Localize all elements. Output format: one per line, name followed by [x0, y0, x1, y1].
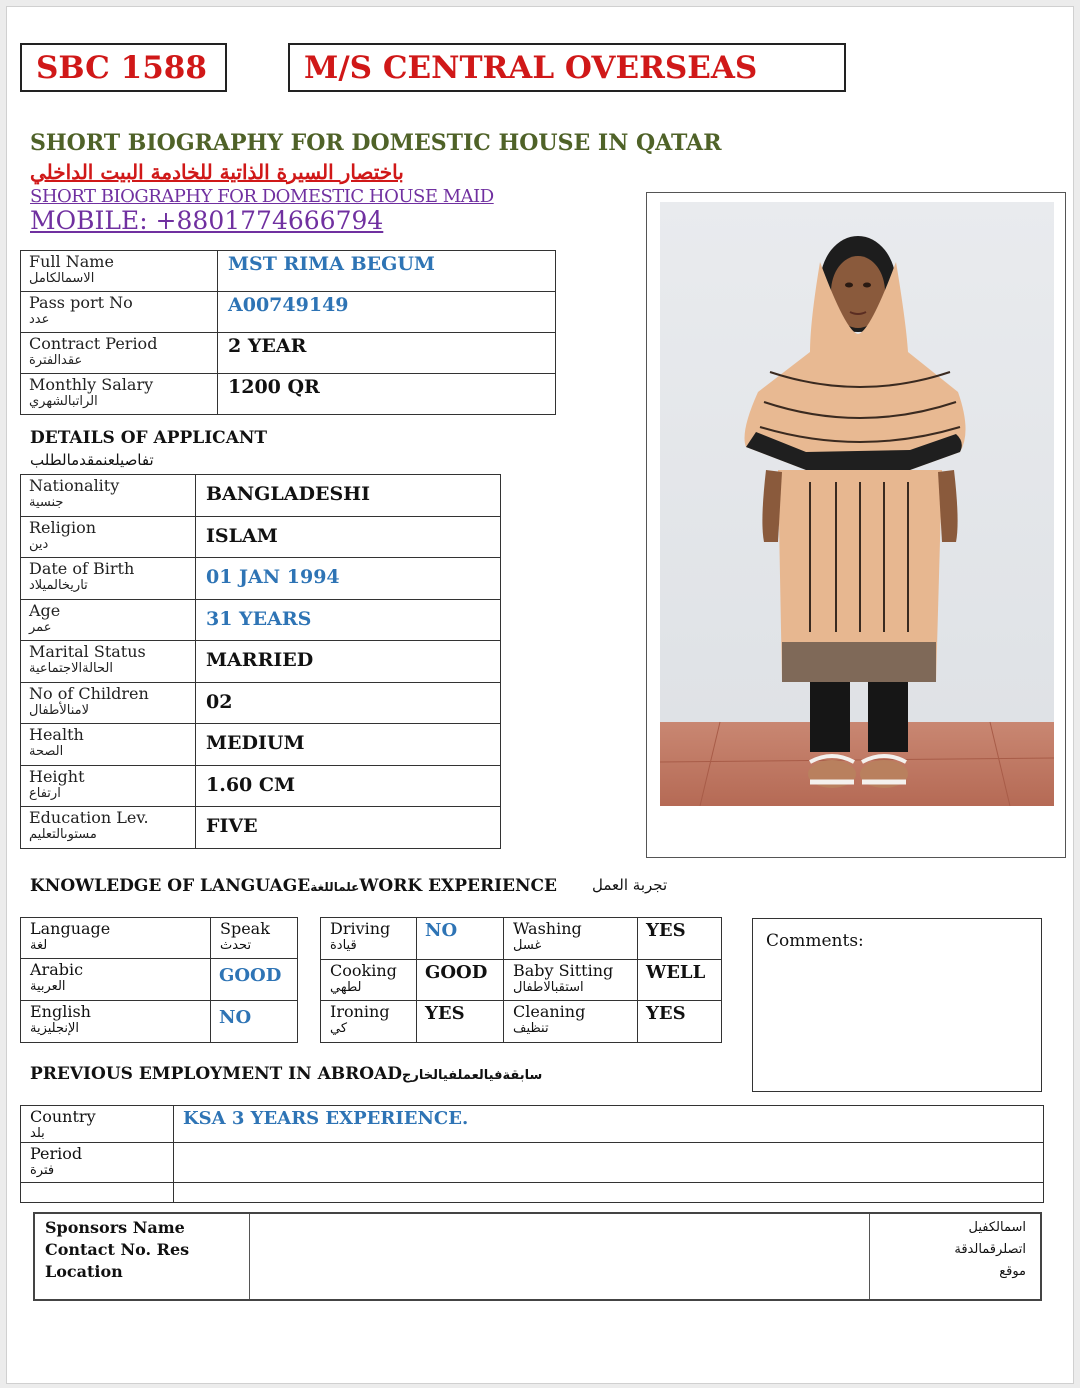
detail-label-ar: الحالةالاجتماعية [29, 661, 113, 676]
detail-label: Height [29, 766, 85, 786]
detail-value: MEDIUM [196, 724, 501, 766]
detail-value: 01 JAN 1994 [196, 558, 501, 600]
skill-name: Cooking [330, 960, 397, 980]
applicant-details-table [20, 474, 501, 849]
skill-name-ar: تنظيف [513, 1021, 549, 1036]
detail-label-cell [21, 807, 196, 849]
info-label: Monthly Salary [29, 375, 154, 394]
language-name-cell [21, 1001, 211, 1043]
previous-employment-heading [30, 1064, 542, 1084]
detail-label: Marital Status [29, 642, 146, 661]
detail-label: Education Lev. [29, 808, 149, 827]
info-label-cell [21, 292, 218, 333]
skill-name: Washing [513, 919, 582, 938]
speak-header-cell [211, 918, 298, 959]
arabic-title: باختصار السيرة الذاتية للخادمة البيت الداخلي [30, 160, 404, 184]
skill-name-ar: كي [330, 1021, 348, 1036]
country-value: KSA 3 YEARS EXPERIENCE. [174, 1106, 1044, 1143]
language-level: GOOD [211, 959, 298, 1001]
detail-label-ar: جنسية [29, 495, 64, 510]
skill-name-ar: لطهي [330, 979, 362, 995]
detail-label: Age [29, 600, 61, 620]
period-label: Period [30, 1144, 83, 1163]
skill-level: YES [417, 1001, 504, 1043]
language-level: NO [211, 1001, 298, 1043]
skill-cell [321, 918, 417, 960]
info-value: 1200 QR [218, 374, 556, 415]
detail-value: ISLAM [196, 516, 501, 558]
skill-name: Baby Sitting [513, 960, 614, 980]
country-label-ar: بلد [30, 1126, 45, 1141]
detail-label: Health [29, 725, 84, 744]
detail-label-ar: دين [29, 536, 49, 552]
sponsor-box [33, 1212, 1042, 1301]
info-label-ar: عقدالفترة [29, 353, 83, 368]
skill-cell [504, 1001, 638, 1043]
language-table [20, 917, 298, 1043]
info-label-cell [21, 333, 218, 374]
info-label-cell [21, 374, 218, 415]
detail-label: Date of Birth [29, 559, 135, 578]
previous-heading-ar: سابقةفيالعملفيالخارج [402, 1068, 543, 1083]
detail-value: MARRIED [196, 641, 501, 683]
detail-label: No of Children [29, 683, 149, 703]
comments-label: Comments: [766, 931, 864, 951]
sponsor-field-label-ar: اتصلرقمالدقة [954, 1242, 1026, 1257]
agency-box [288, 43, 846, 92]
applicant-photo [660, 202, 1054, 806]
agency-name: M/S CENTRAL OVERSEAS [304, 50, 758, 86]
detail-label-cell [21, 765, 196, 807]
detail-label-cell [21, 724, 196, 766]
info-label-cell [21, 251, 218, 292]
empty-cell [21, 1183, 174, 1203]
detail-value: 31 YEARS [196, 599, 501, 641]
country-label: Country [30, 1107, 96, 1126]
language-name-ar: العربية [30, 979, 66, 994]
info-label: Full Name [29, 252, 114, 271]
empty-cell [174, 1183, 1044, 1203]
country-label-cell [21, 1106, 174, 1143]
detail-label-ar: عمر [29, 619, 52, 635]
language-name-cell [21, 959, 211, 1001]
detail-label: Nationality [29, 476, 120, 495]
detail-label-cell [21, 558, 196, 600]
detail-value: FIVE [196, 807, 501, 849]
sponsor-divider-right [869, 1214, 870, 1299]
detail-label-cell [21, 682, 196, 724]
detail-label-ar: الصحة [29, 744, 64, 759]
skill-level: YES [638, 918, 722, 960]
language-header: Language [30, 919, 111, 938]
sbc-code-box [20, 43, 227, 92]
skill-cell [321, 1001, 417, 1043]
details-heading-ar: تفاصيلعنمقدمالطلب [30, 451, 154, 469]
language-header-cell [21, 918, 211, 959]
info-value: 2 YEAR [218, 333, 556, 374]
skill-name: Driving [330, 919, 391, 938]
subtitle: SHORT BIOGRAPHY FOR DOMESTIC HOUSE MAID [30, 186, 494, 207]
detail-label-ar: تاريخالميلاد [29, 578, 88, 593]
skill-name-ar: غسل [513, 938, 542, 953]
detail-label-cell [21, 599, 196, 641]
skill-name: Cleaning [513, 1002, 586, 1021]
period-label-cell [21, 1143, 174, 1183]
personal-info-table [20, 250, 556, 415]
detail-value: BANGLADESHI [196, 475, 501, 517]
skill-level: YES [638, 1001, 722, 1043]
period-label-ar: فترة [30, 1163, 55, 1178]
info-label-ar: الاسمالكامل [29, 271, 95, 286]
work-experience-table [320, 917, 722, 1043]
mobile-number: MOBILE: +8801774666794 [30, 206, 384, 235]
details-heading: DETAILS OF APPLICANT [30, 428, 268, 448]
language-heading [30, 876, 557, 896]
language-name: Arabic [30, 960, 84, 979]
skill-level: WELL [638, 959, 722, 1001]
info-label: Pass port No [29, 293, 133, 312]
sponsor-field-label-ar: اسمالكفيل [968, 1220, 1026, 1235]
detail-label-ar: لامنالأطفال [29, 702, 90, 718]
detail-label-cell [21, 475, 196, 517]
skill-cell [504, 959, 638, 1001]
info-label-ar: الراتبالشهري [29, 394, 98, 409]
skill-level: GOOD [417, 959, 504, 1001]
info-value: MST RIMA BEGUM [218, 251, 556, 292]
info-label-ar: عدد [29, 312, 50, 327]
skill-name: Ironing [330, 1002, 390, 1021]
sponsor-field-label: Location [45, 1262, 123, 1281]
sponsor-divider-left [249, 1214, 250, 1299]
detail-label-ar: ارتفاع [29, 785, 61, 801]
detail-label-ar: مستوىالتعليم [29, 827, 97, 842]
language-header-ar: لغة [30, 938, 48, 953]
main-title: SHORT BIOGRAPHY FOR DOMESTIC HOUSE IN QATAR [30, 130, 722, 156]
work-heading-en: WORK EXPERIENCE [359, 876, 558, 896]
speak-header-ar: تحدث [220, 938, 252, 953]
language-name-ar: الإنجليزية [30, 1021, 80, 1036]
sbc-code: SBC 1588 [36, 50, 207, 86]
skill-name-ar: استقبالاطفال [513, 979, 584, 995]
language-heading-en: KNOWLEDGE OF LANGUAGE [30, 876, 311, 896]
skill-cell [504, 918, 638, 960]
work-heading-ar: تجربة العمل [592, 876, 668, 894]
sponsor-field-label: Contact No. Res [45, 1240, 190, 1259]
comments-box [752, 918, 1042, 1092]
info-value: A00749149 [218, 292, 556, 333]
skill-level: NO [417, 918, 504, 960]
skill-name-ar: قيادة [330, 938, 357, 953]
detail-label-cell [21, 641, 196, 683]
previous-heading-en: PREVIOUS EMPLOYMENT IN ABROAD [30, 1064, 403, 1084]
language-heading-ar: علماللغة [310, 880, 360, 894]
skill-cell [321, 959, 417, 1001]
info-label: Contract Period [29, 334, 158, 353]
detail-value: 1.60 CM [196, 765, 501, 807]
period-value [174, 1143, 1044, 1183]
detail-label: Religion [29, 517, 97, 537]
detail-label-cell [21, 516, 196, 558]
sponsor-field-label: Sponsors Name [45, 1218, 185, 1237]
sponsor-field-label-ar: موقع [999, 1264, 1026, 1279]
previous-employment-table [20, 1105, 1044, 1203]
speak-header: Speak [220, 919, 270, 938]
detail-value: 02 [196, 682, 501, 724]
language-name: English [30, 1002, 91, 1021]
